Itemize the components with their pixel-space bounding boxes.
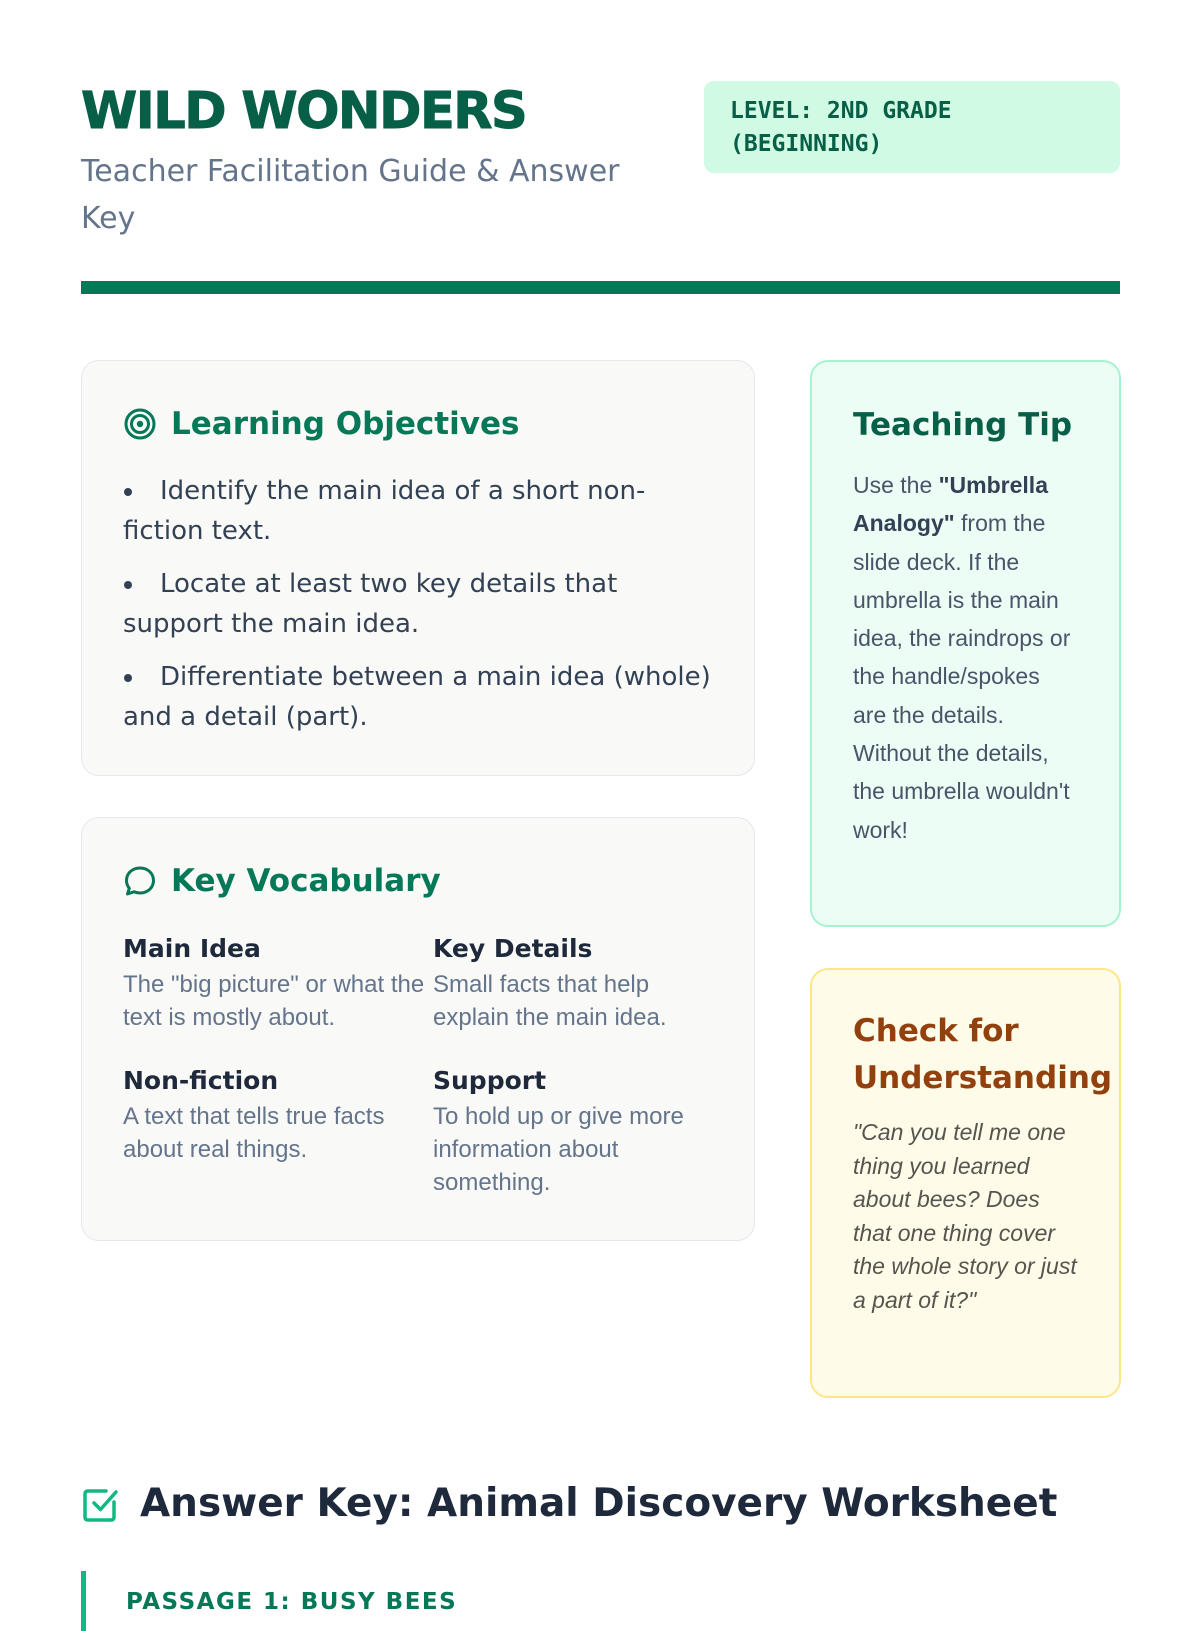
- vocab-entry: [123, 932, 433, 1034]
- vocab-definition: To hold up or give more information about something.: [433, 1103, 684, 1196]
- speech-bubble-icon: [123, 864, 157, 898]
- teaching-tip-body: [853, 466, 1078, 849]
- learning-objectives-heading: [123, 399, 713, 449]
- vocab-definition: The "big picture" or what the text is mostly about.: [123, 971, 425, 1031]
- teaching-tip-heading: Teaching Tip: [853, 407, 1073, 443]
- check-understanding-card: [810, 968, 1121, 1398]
- checkbox-icon: [81, 1484, 121, 1524]
- check-understanding-heading: Check for Understanding: [853, 1013, 1113, 1096]
- vocab-term: Non-fiction: [123, 1066, 279, 1095]
- key-vocabulary-heading: [123, 856, 713, 906]
- vocab-definition: Small facts that help explain the main idea.: [433, 971, 667, 1031]
- objectives-list: [123, 471, 713, 737]
- objective-item: Identify the main idea of a short non-fiction text.: [123, 471, 713, 551]
- vocab-entry: [123, 1064, 433, 1199]
- objective-item: Locate at least two key details that support the main idea.: [123, 564, 713, 644]
- objective-item: Differentiate between a main idea (whole) and a detail (part).: [123, 657, 713, 737]
- key-vocabulary-title: Key Vocabulary: [171, 863, 441, 899]
- passage-label: PASSAGE 1: BUSY BEES: [126, 1589, 458, 1615]
- page-subtitle: Teacher Facilitation Guide & Answer Key: [81, 154, 620, 236]
- page-header: [81, 78, 1120, 243]
- tip-text-suffix: from the slide deck. If the umbrella is the main idea, the raindrops or the handle/spokes are the details. Without the details, the umbrella wouldn't work!: [853, 510, 1071, 843]
- brand-title: WILD WONDERS: [81, 82, 527, 141]
- key-vocabulary-card: [81, 817, 755, 1241]
- check-understanding-quote: "Can you tell me one thing you learned about bees? Does that one thing cover the whole story or just a part of it?": [853, 1119, 1077, 1313]
- level-badge: LEVEL: 2ND GRADE (BEGINNING): [704, 81, 1120, 173]
- vocabulary-grid: [123, 932, 713, 1199]
- answer-key-heading: [81, 1476, 1057, 1532]
- vocab-term: Main Idea: [123, 934, 261, 963]
- learning-objectives-card: [81, 360, 755, 776]
- tip-text-bold: "Umbrella Analogy": [853, 472, 1048, 537]
- target-icon: [123, 407, 157, 441]
- teaching-tip-card: [810, 360, 1121, 927]
- vocab-term: Support: [433, 1066, 547, 1095]
- vocab-entry: [433, 932, 713, 1034]
- tip-text-prefix: Use the: [853, 472, 939, 498]
- header-divider: [81, 281, 1120, 294]
- learning-objectives-title: Learning Objectives: [171, 406, 520, 442]
- answer-key-title: Answer Key: Animal Discovery Worksheet: [140, 1481, 1058, 1526]
- vocab-entry: [433, 1064, 713, 1199]
- passage-section: [81, 1571, 1120, 1631]
- vocab-definition: A text that tells true facts about real things.: [123, 1103, 385, 1163]
- vocab-term: Key Details: [433, 934, 593, 963]
